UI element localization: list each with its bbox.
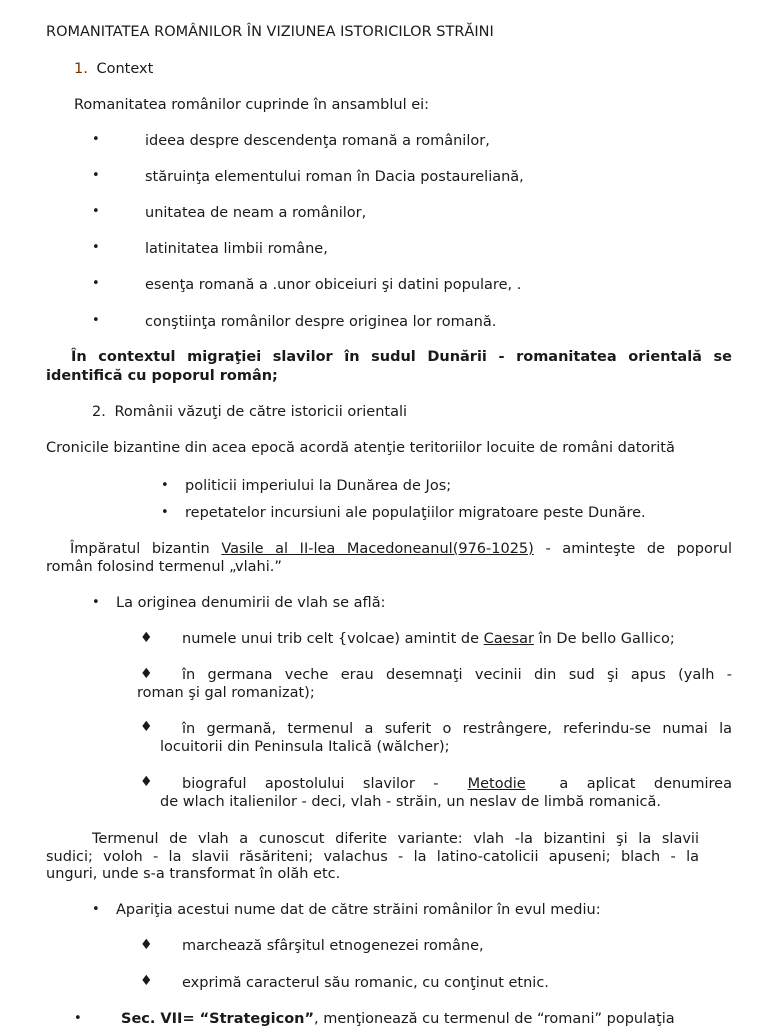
diamond-item-4-line-1 [182,775,732,793]
termen-line-1: Termenul de vlah a cunoscut diferite variante: vlah -la bizantini şi la slavii [92,831,699,847]
bullet-icon: • [161,505,169,520]
section-heading-1 [74,60,153,78]
list-item: ideea despre descendenţa romană a românilor, [145,133,490,149]
metodie-link[interactable]: Metodie [467,776,526,792]
diamond-bullet-icon: ♦ [140,666,153,682]
cronici-paragraph: Cronicile bizantine din acea epocă acordă atenţie teritoriilor locuite de români datorită [46,440,675,456]
bullet-icon: • [92,132,100,147]
sec-vii-rest: , menţionează cu termenul de “romani” populaţia [314,1011,675,1027]
bullet-icon: • [92,204,100,219]
sec-vii-paragraph [121,1010,675,1028]
diamond-item-text: biograful apostolului slavilor - [182,776,439,792]
diamond-bullet-icon: ♦ [140,630,153,646]
diamond-list-2-item: marchează sfârşitul etnogenezei române, [182,938,484,954]
list-item: esenţa romană a .unor obiceiuri şi datini populare, . [145,277,522,293]
bullet-icon: • [161,478,169,493]
vasile-paragraph-line-2: român folosind termenul „vlahi.” [46,559,282,575]
list-item: latinitatea limbii române, [145,241,328,257]
diamond-bullet-icon: ♦ [140,774,153,790]
diamond-bullet-icon: ♦ [140,937,153,953]
bullet-icon: • [92,240,100,255]
diamond-item-text: în De bello Gallico; [533,631,675,647]
document-title: ROMANITATEA ROMÂNILOR ÎN VIZIUNEA ISTORICILOR STRĂINI [46,24,494,40]
section-number: 1. [74,61,88,77]
termen-line-3: unguri, unde s-a transformat în olăh etc. [46,866,341,882]
diamond-item-3-line-1: în germană, termenul a suferit o restrângere, referindu-se numai la [182,721,732,737]
diamond-item-2-line-2: roman şi gal romanizat); [137,685,315,701]
vasile-link[interactable]: Vasile al II-lea Macedoneanul(976-1025) [221,541,534,557]
list-item: conştiinţa românilor despre originea lor romană. [145,314,497,330]
diamond-list-2-item: exprimă caracterul său romanic, cu conţinut etnic. [182,975,549,991]
bullet-icon: • [92,313,100,328]
vasile-pre: Împăratul bizantin [70,541,222,557]
sec-vii-bold: Sec. VII= “Strategicon” [121,1011,315,1027]
section-heading-2 [92,403,407,421]
vasile-post: - aminteşte de poporul [533,541,732,557]
bullet-icon: • [92,276,100,291]
diamond-item-text: numele unui trib celt {volcae) amintit de [182,631,484,647]
list-item: unitatea de neam a românilor, [145,205,367,221]
termen-line-2: sudici; voloh - la slavii răsăriteni; valachus - la latino-catolicii apuseni; blach - la [46,849,699,865]
origin-heading: La originea denumirii de vlah se află: [116,595,386,611]
section-label: Context [96,61,154,77]
aparitia-heading: Apariţia acestui nume dat de către străini românilor în evul mediu: [116,902,601,918]
bold-paragraph-line-1: În contextul migraţiei slavilor în sudul Dunării - romanitatea orientală se [71,349,732,365]
list-item: politicii imperiului la Dunărea de Jos; [185,478,452,494]
bullet-icon: • [92,595,100,610]
bold-paragraph-line-2: identifică cu poporul român; [46,368,278,384]
diamond-bullet-icon: ♦ [140,719,153,735]
vasile-paragraph-line-1 [70,540,732,558]
bullet-icon: • [92,902,100,917]
section-label: Românii văzuţi de către istoricii orientali [114,404,408,420]
list-item: repetatelor incursiuni ale populaţiilor migratoare peste Dunăre. [185,505,646,521]
intro-paragraph: Romanitatea românilor cuprinde în ansamblul ei: [74,97,430,113]
diamond-item-text: a aplicat denumirea [554,776,732,792]
diamond-bullet-icon: ♦ [140,973,153,989]
bullet-icon: • [74,1011,82,1026]
diamond-item-1 [182,630,675,648]
diamond-item-3-line-2: locuitorii din Peninsula Italică (wălcher); [160,739,450,755]
bullet-icon: • [92,168,100,183]
diamond-item-4-line-2: de wlach italienilor - deci, vlah - străin, un neslav de limbă romanică. [160,794,661,810]
caesar-link[interactable]: Caesar [483,631,534,647]
list-item: stăruinţa elementului roman în Dacia postaureliană, [145,169,524,185]
diamond-item-2-line-1: în germana veche erau desemnaţi vecinii din sud şi apus (yalh - [182,667,732,683]
section-number: 2. [92,404,106,420]
